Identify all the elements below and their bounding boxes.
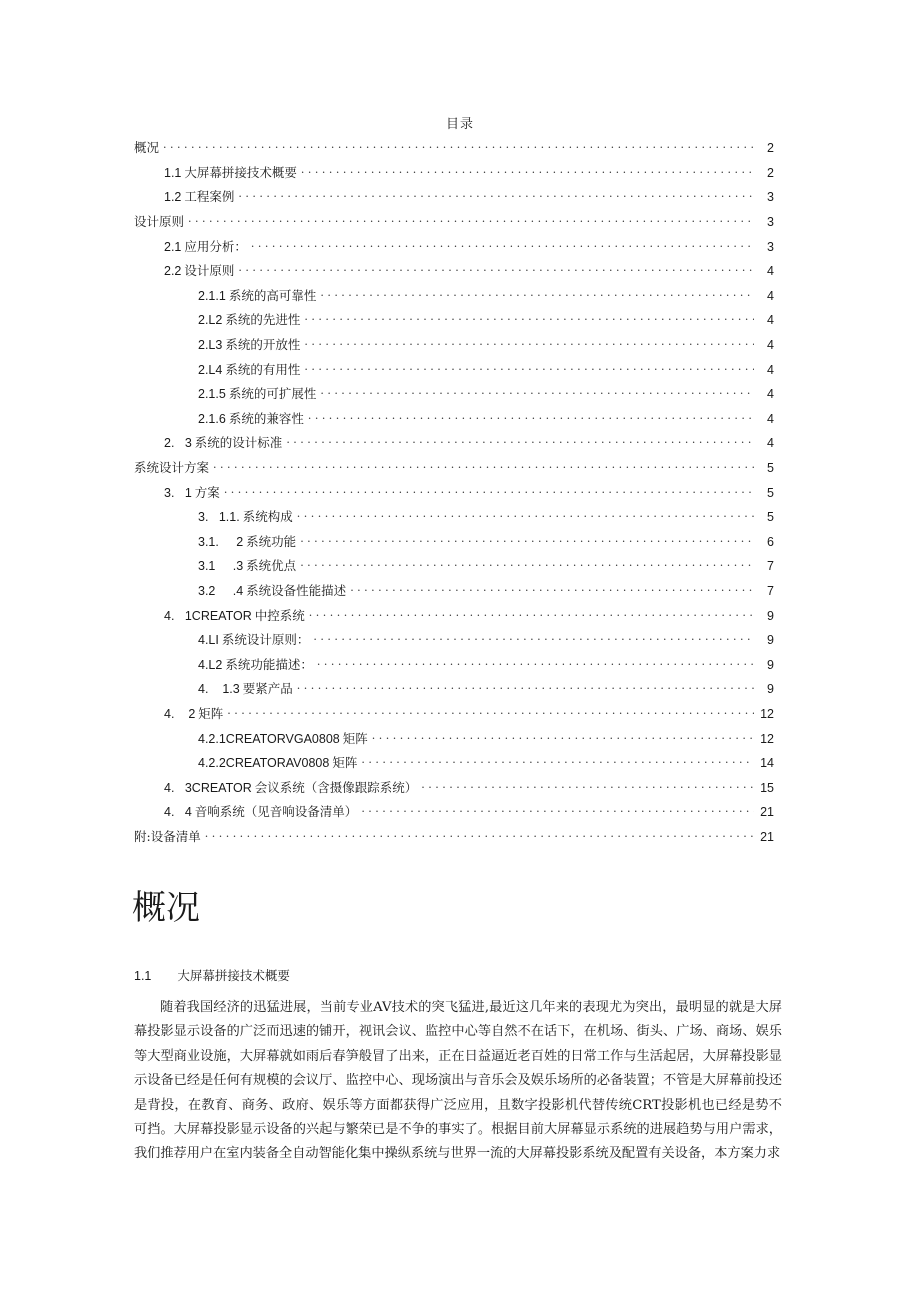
toc-entry-page: 4: [767, 288, 774, 303]
toc-entry-label: [198, 288, 316, 304]
toc-entry-label: [164, 608, 305, 624]
toc-entry[interactable]: [134, 136, 774, 161]
toc-entry-number: 3. 1: [164, 485, 192, 500]
toc-entry-label: [164, 706, 223, 722]
toc-entry[interactable]: [134, 357, 774, 382]
toc-entry-page: 3: [767, 239, 774, 254]
toc-entry-label: [198, 681, 293, 697]
toc-entry-page: 4: [767, 387, 774, 402]
toc-entry-title: 系统的开放性: [225, 337, 301, 353]
toc-entry-page: 9: [767, 657, 774, 672]
toc-entry-label: [198, 755, 357, 771]
toc-entry-label: [198, 583, 346, 599]
toc-entry-number: 2. 3: [164, 436, 192, 451]
toc-entry-title: 系统的兼容性: [228, 410, 304, 426]
toc-entry[interactable]: [134, 480, 774, 505]
toc-entry-number: 4.LI: [198, 633, 219, 648]
toc-entry-label: [164, 263, 234, 279]
toc-leader-dots: [163, 141, 754, 155]
toc-entry-page: 7: [767, 559, 774, 574]
toc-entry-title: 系统优点: [246, 558, 297, 574]
toc-leader-dots: [350, 584, 754, 598]
toc-entry-title: 系统的设计标准: [194, 435, 283, 451]
toc-entry-title: 概况: [134, 140, 160, 156]
toc-entry[interactable]: [134, 284, 774, 309]
toc-entry-label: [164, 780, 417, 796]
toc-entry-label: [134, 829, 201, 845]
toc-entry-title: 系统设计方案: [134, 460, 210, 476]
toc-entry[interactable]: [134, 726, 774, 751]
toc-leader-dots: [304, 313, 754, 327]
toc-entry-number: 4. 2: [164, 706, 196, 721]
toc-leader-dots: [238, 264, 754, 278]
toc-entry-number: 3.2 .4: [198, 583, 244, 598]
toc-entry-title: 矩阵: [198, 705, 224, 721]
toc-entry-page: 5: [767, 461, 774, 476]
toc-entry-number: 1.1: [164, 165, 182, 180]
toc-entry-title: 要紧产品: [242, 681, 293, 697]
toc-entry[interactable]: [134, 308, 774, 333]
toc-entry-page: 4: [767, 338, 774, 353]
toc-leader-dots: [320, 387, 754, 401]
toc-entry-page: 4: [767, 436, 774, 451]
toc-leader-dots: [304, 363, 754, 377]
toc-entry-label: [198, 731, 368, 747]
toc-entry[interactable]: [134, 185, 774, 210]
toc-leader-dots: [317, 658, 754, 672]
toc-entry-title: 音响系统（见音响设备清单）: [194, 804, 358, 820]
toc-entry-page: 3: [767, 190, 774, 205]
toc-entry-title: 系统的先进性: [225, 312, 301, 328]
toc-entry-page: 4: [767, 313, 774, 328]
toc-entry-page: 7: [767, 583, 774, 598]
toc-entry[interactable]: [134, 382, 774, 407]
toc-entry-title: 工程案例: [184, 189, 235, 205]
toc-entry-title: 系统的有用性: [225, 361, 301, 377]
toc-entry-page: 14: [760, 756, 774, 771]
toc-entry-page: 21: [760, 805, 774, 820]
toc-entry-title: 系统设计原则：: [221, 632, 310, 648]
toc-entry-page: 12: [760, 706, 774, 721]
toc-entry-number: 4.2.1CREATORVGA0808: [198, 731, 340, 746]
toc-entry-page: 3: [767, 215, 774, 230]
toc-leader-dots: [251, 240, 754, 254]
toc-entry-number: 2.1.1: [198, 288, 226, 303]
toc-leader-dots: [304, 338, 754, 352]
toc-entry[interactable]: [134, 407, 774, 432]
toc-entry[interactable]: [134, 677, 774, 702]
toc-entry-number: 4.L2: [198, 657, 223, 672]
toc-entry-page: 2: [767, 141, 774, 156]
toc-leader-dots: [213, 461, 754, 475]
toc-entry-label: [198, 337, 300, 353]
toc-entry-label: [164, 435, 282, 451]
toc-entry-number: 2.1.5: [198, 387, 226, 402]
toc-entry-title: 系统功能描述：: [225, 656, 313, 672]
toc-entry[interactable]: [134, 751, 774, 776]
toc-leader-dots: [188, 215, 754, 229]
toc-entry-label: [164, 485, 220, 501]
toc-entry-number: 1.2: [164, 190, 182, 205]
toc-entry-number: 3.1 .3: [198, 559, 244, 574]
toc-entry[interactable]: [134, 579, 774, 604]
toc-leader-dots: [224, 486, 754, 500]
body-paragraph: 随着我国经济的迅猛进展，当前专业AV技术的突飞猛进,最近这几年来的表现尤为突出，最明显的就是大屏幕投影显示设备的广泛而迅速的铺开，视讯会议、监控中心等自然不在话下，在机场、街头、广场、商场、娱乐等大型商业设施，大屏幕就如雨后春笋般冒了出来，正在日益逼近老百姓的日常工作与生活起居，大屏幕投影显示设备已经是任何有规模的会议厅、监控中心、现场演出与音乐会及娱乐场所的必备装置；不管是大屏幕前投还是背投，在教育、商务、政府、娱乐等方面都获得广泛应用，且数字投影机代替传统CRT投影机也已经是势不可挡。大屏幕投影显示设备的兴起与繁荣已是不争的事实了。根据目前大屏幕显示系统的进展趋势与用户需求，我们推荐用户在室内装备全自动智能化集中操纵系统与世界一流的大屏幕投影系统及配置有关设备，本方案力求: [134, 1000, 782, 1162]
toc-leader-dots: [421, 781, 754, 795]
toc-entry-title: 会议系统（含摄像跟踪系统）: [254, 779, 418, 795]
toc-entry-number: 2.L2: [198, 313, 223, 328]
toc-leader-dots: [286, 436, 754, 450]
toc-entry-label: [198, 632, 309, 648]
toc-leader-dots: [320, 289, 754, 303]
toc-entry[interactable]: [134, 775, 774, 800]
toc-leader-dots: [238, 190, 754, 204]
toc-entry-label: [198, 411, 304, 427]
toc-entry-title: 系统功能: [246, 533, 297, 549]
toc-entry[interactable]: [134, 210, 774, 235]
toc-entry-label: [198, 362, 300, 378]
toc-title: 目录: [445, 117, 474, 132]
table-of-contents: [134, 136, 774, 849]
toc-entry-label: [198, 558, 296, 574]
toc-entry-label: [164, 239, 247, 255]
toc-entry-number: 2.1: [164, 239, 182, 254]
toc-entry[interactable]: [134, 333, 774, 358]
toc-entry-page: 21: [760, 829, 774, 844]
toc-entry[interactable]: [134, 259, 774, 284]
toc-entry-page: 15: [760, 780, 774, 795]
toc-entry-label: [198, 509, 293, 525]
toc-entry-title: 系统构成: [242, 509, 293, 525]
toc-entry-page: 4: [767, 411, 774, 426]
toc-leader-dots: [361, 805, 754, 819]
toc-leader-dots: [297, 682, 754, 696]
toc-entry-page: 12: [760, 731, 774, 746]
toc-entry-title: 应用分析：: [184, 238, 247, 254]
toc-entry-number: 4. 3CREATOR: [164, 780, 252, 795]
toc-entry-label: [134, 214, 184, 230]
toc-leader-dots: [300, 535, 754, 549]
sub-heading-number: 1.1: [134, 969, 152, 983]
toc-entry-page: 9: [767, 608, 774, 623]
toc-entry-page: 4: [767, 264, 774, 279]
toc-entry-page: 2: [767, 165, 774, 180]
toc-leader-dots: [300, 559, 754, 573]
toc-entry-number: 3. 1.1.: [198, 510, 240, 525]
toc-entry-number: 2.L4: [198, 362, 223, 377]
toc-entry[interactable]: [134, 234, 774, 259]
toc-entry[interactable]: [134, 702, 774, 727]
toc-entry-number: 2.L3: [198, 338, 223, 353]
toc-entry-number: 4.2.2CREATORAV0808: [198, 756, 330, 771]
toc-entry-title: 方案: [194, 484, 220, 500]
toc-entry-label: [164, 804, 357, 820]
toc-leader-dots: [361, 756, 754, 770]
toc-entry[interactable]: [134, 530, 774, 555]
toc-leader-dots: [313, 633, 754, 647]
toc-entry-title: 矩阵: [332, 755, 358, 771]
toc-leader-dots: [301, 166, 754, 180]
toc-entry-title: 系统的可扩展性: [228, 386, 317, 402]
toc-entry-page: 5: [767, 485, 774, 500]
toc-entry-label: [164, 165, 297, 181]
toc-entry[interactable]: [134, 554, 774, 579]
toc-leader-dots: [205, 830, 754, 844]
toc-entry-label: [198, 386, 316, 402]
toc-entry-number: 4. 1CREATOR: [164, 608, 252, 623]
toc-entry[interactable]: [134, 603, 774, 628]
toc-entry-label: [198, 657, 313, 673]
toc-entry-title: 矩阵: [342, 730, 368, 746]
toc-entry-title: 设计原则: [184, 263, 235, 279]
toc-entry-number: 4. 1.3: [198, 682, 240, 697]
toc-leader-dots: [308, 412, 754, 426]
toc-entry[interactable]: [134, 161, 774, 186]
toc-leader-dots: [227, 707, 754, 721]
toc-entry-title: 系统的高可靠性: [228, 287, 317, 303]
toc-entry[interactable]: [134, 431, 774, 456]
toc-entry-title: 中控系统: [254, 607, 305, 623]
toc-leader-dots: [309, 609, 754, 623]
toc-entry-label: [134, 140, 159, 156]
toc-entry-label: [198, 312, 300, 328]
sub-heading: [134, 966, 290, 984]
toc-entry-page: 5: [767, 510, 774, 525]
toc-entry-number: 2.1.6: [198, 411, 226, 426]
toc-entry-number: 2.2: [164, 264, 182, 279]
toc-entry-page: 6: [767, 534, 774, 549]
toc-entry-number: 4. 4: [164, 805, 192, 820]
toc-entry[interactable]: [134, 825, 774, 850]
toc-entry-page: 9: [767, 633, 774, 648]
toc-entry[interactable]: [134, 628, 774, 653]
toc-entry[interactable]: [134, 800, 774, 825]
toc-entry-number: 3.1. 2: [198, 534, 244, 549]
toc-entry-label: [198, 534, 296, 550]
toc-entry-page: 9: [767, 682, 774, 697]
toc-entry[interactable]: [134, 456, 774, 481]
toc-entry-title: 附:设备清单: [134, 828, 201, 844]
toc-entry-label: [134, 460, 209, 476]
toc-entry-label: [164, 189, 234, 205]
toc-entry-title: 大屏幕拼接技术概要: [184, 164, 297, 180]
toc-entry[interactable]: [134, 652, 774, 677]
toc-entry-title: 系统设备性能描述: [246, 582, 347, 598]
toc-entry-title: 设计原则: [134, 214, 185, 230]
toc-entry-page: 4: [767, 362, 774, 377]
section-heading: 概况: [132, 888, 200, 928]
toc-leader-dots: [297, 510, 754, 524]
sub-heading-title: 大屏幕拼接技术概要: [177, 968, 290, 983]
toc-leader-dots: [372, 732, 754, 746]
toc-entry[interactable]: [134, 505, 774, 530]
